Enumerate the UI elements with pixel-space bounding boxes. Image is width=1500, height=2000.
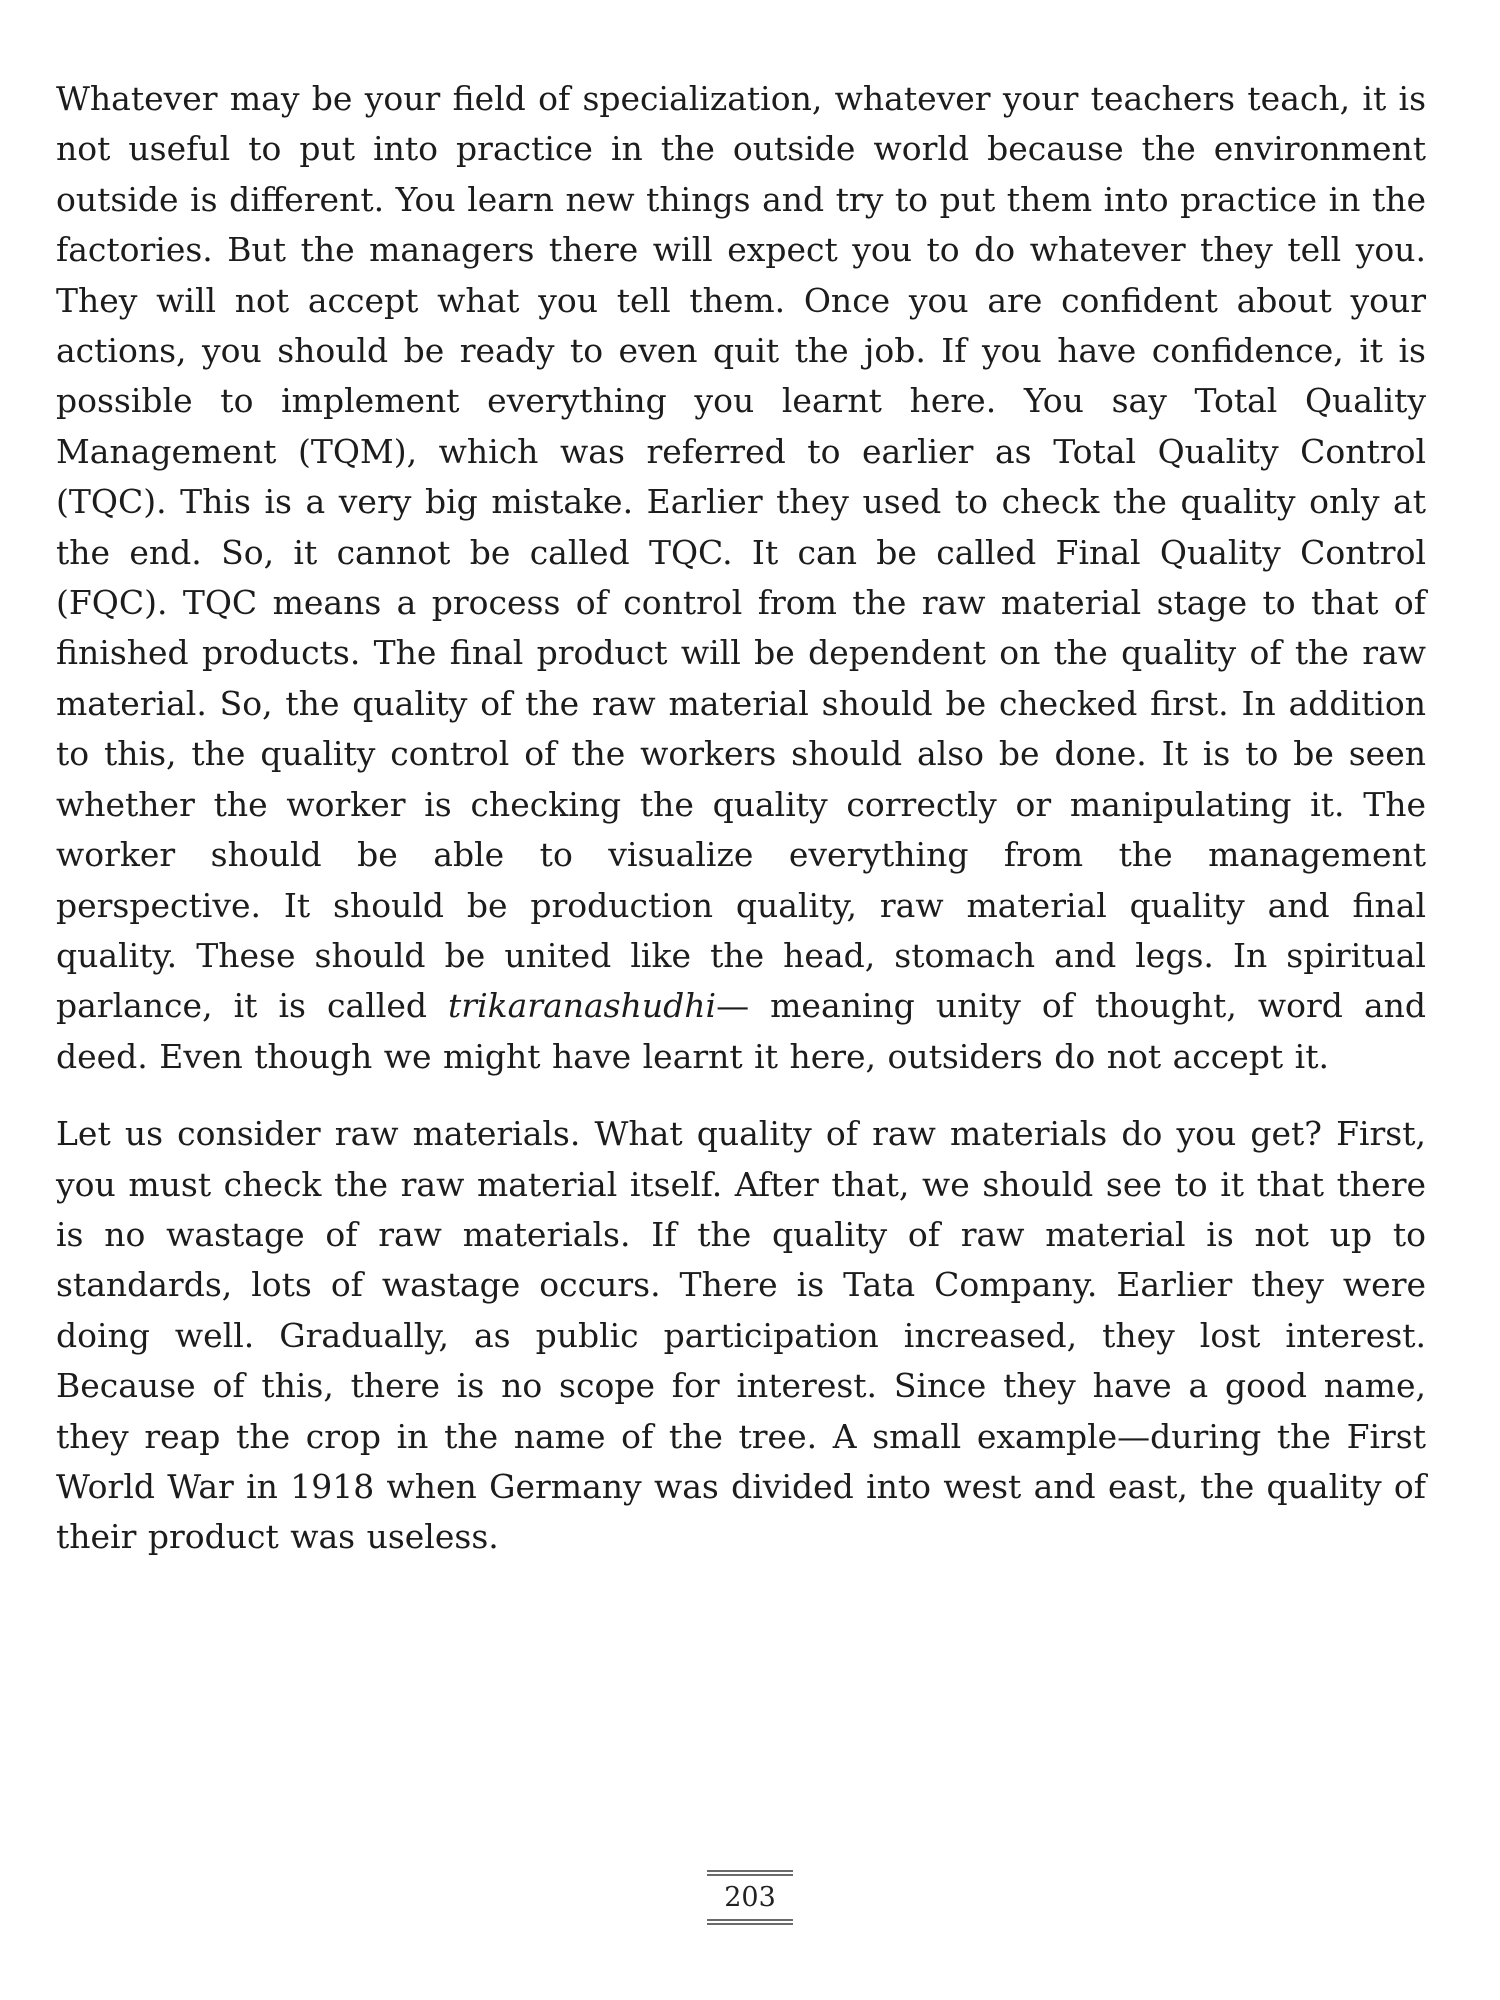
sanskrit-term: trikaranashudhi	[448, 986, 717, 1026]
page-footer	[0, 1870, 1500, 1925]
paragraph-2: Let us consider raw materials. What quality of raw materials do you get? First, you must check the raw material itself. After that, we should see to it that there is no wastage of raw materials. If the quality of raw material is not up to standards, lots of wastage occurs. There is Tata Company. Earlier they were doing well. Gradually, as public participation increased, they lost interest. Because of this, there is no scope for interest. Since they have a good name, they reap the crop in the name of the tree. A small example—during the First World War in 1918 when Germany was divided into west and east, the quality of their product was useless.	[56, 1114, 1426, 1557]
page-body	[56, 74, 1426, 1563]
paragraph-1	[56, 74, 1426, 1082]
page-number: 203	[707, 1870, 793, 1925]
paragraph-1-text-end: — meaning unity of thought, word and deed. Even though we might have learnt it here, outsiders do not accept it.	[56, 986, 1427, 1076]
paragraph-1-text: Whatever may be your field of specialization, whatever your teachers teach, it is not useful to put into practice in the outside world because the environment outside is different. You learn new things and try to put them into practice in the factories. But the managers there will expect you to do whatever they tell you. They will not accept what you tell them. Once you are confident about your actions, you should be ready to even quit the job. If you have confidence, it is possible to implement everything you learnt here. You say Total Quality Management (TQM), which was referred to earlier as Total Quality Control (TQC). This is a very big mistake. Earlier they used to check the quality only at the end. So, it cannot be called TQC. It can be called Final Quality Control (FQC). TQC means a process of control from the raw material stage to that of finished products. The final product will be dependent on the quality of the raw material. So, the quality of the raw material should be checked first. In addition to this, the quality control of the workers should also be done. It is to be seen whether the worker is checking the quality correctly or manipulating it. The worker should be able to visualize everything from the management perspective. It should be production quality, raw material quality and final quality. These should be united like the head, stomach and legs. In spiritual parlance, it is called	[56, 79, 1426, 1026]
